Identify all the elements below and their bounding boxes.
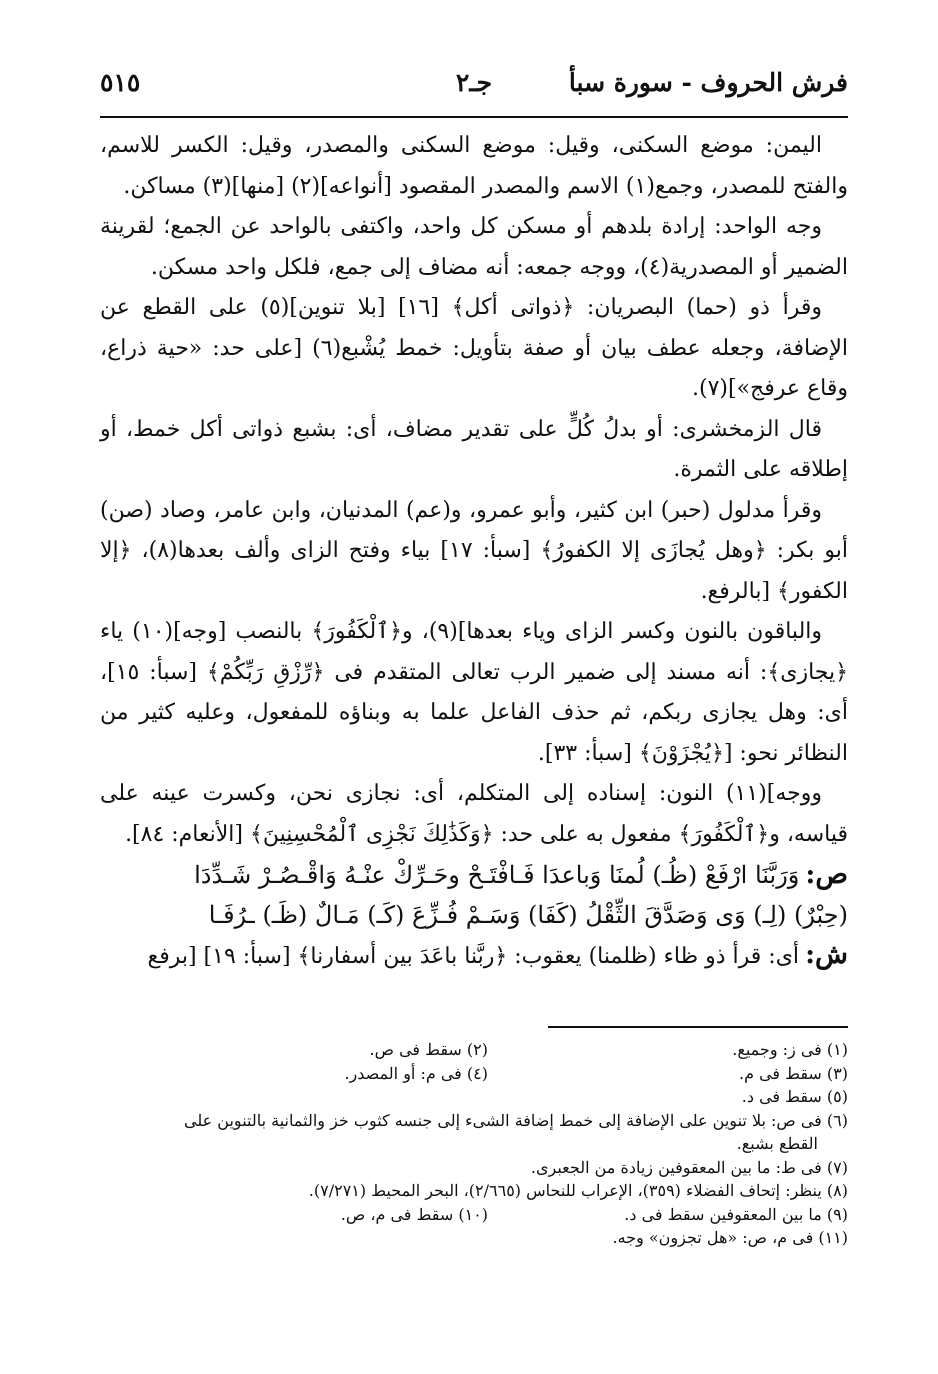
footnote-row bbox=[100, 1038, 848, 1062]
page-number: ٥١٥ bbox=[100, 68, 141, 97]
footnote-row bbox=[100, 1203, 848, 1227]
footnote-3: (٣) سقط فى م. bbox=[738, 1063, 848, 1083]
footnote-6-text: (٦) فى ص: بلا تنوين على الإضافة إلى خمط إضافة الشىء إلى جنسه كثوب خز والثمانية بالتنوين على bbox=[184, 1110, 848, 1130]
verse-lead: ص: bbox=[805, 859, 848, 890]
footnote-7: (٧) فى ط: ما بين المعقوفين زيادة من الجعبرى. bbox=[530, 1157, 848, 1177]
footnote-9: (٩) ما بين المعقوفين سقط فى د. bbox=[624, 1204, 848, 1224]
footnote-8: (٨) ينظر: إتحاف الفضلاء (٣٥٩)، الإعراب للنحاس (٢/٦٦٥)، البحر المحيط (٧/٢٧١). bbox=[308, 1181, 848, 1200]
running-header bbox=[100, 68, 848, 108]
verse-line-2: (حِبْرٌ) (لِـ) وَى وَصَدَّقَ الثِّقْلُ (كَفَا) وَسَـمْ فُـزِّعَ (كَـ) مَـالٌ (ظَـ) ـرُفَـا bbox=[208, 901, 848, 929]
header-rule bbox=[100, 116, 848, 118]
footnote-11: (١١) فى م، ص: «هل تجزون» وجه. bbox=[612, 1228, 848, 1247]
paragraph: وقرأ مدلول (حبر) ابن كثير، وأبو عمرو، و(عم) المدنيان، وابن عامر، وصاد (صن) أبو بكر: ﴿وهل يُجازَى إلا الكفورُ﴾ [سبأ: ١٧] بياء وفتح الزاى وألف بعدها(٨)، ﴿إلا الكفور﴾ [بالرفع. bbox=[100, 497, 848, 604]
paragraph: وجه الواحد: إرادة بلدهم أو مسكن كل واحد، واكتفى بالواحد عن الجمع؛ لقرينة الضمير أو المصدرية(٤)، ووجه جمعه: أنه مضاف إلى جمع، فلكل واحد مسكن. bbox=[100, 214, 848, 280]
sharh-text: أى: قرأ ذو ظاء (ظلمنا) يعقوب: ﴿ربَّنا باعَدَ بين أسفارنا﴾ [سبأ: ١٩] [برفع bbox=[147, 944, 800, 969]
footnotes bbox=[100, 1038, 848, 1250]
footnote-6 bbox=[100, 1109, 848, 1156]
verse-text: وَرَبَّنَا ارْفَعْ (ظُـ) لُمنَا وَباعدَا فَـافْتَـحْ وحَـرِّكْ عنْـهُ وَاقْـصُـرْ شَـدِّدَا bbox=[194, 861, 800, 889]
footnote-1: (١) فى ز: وجميع. bbox=[732, 1040, 848, 1059]
header-title: فرش الحروف - سورة سبأ bbox=[568, 68, 848, 97]
footnote-rule bbox=[548, 1026, 848, 1028]
paragraph: ووجه](١١) النون: إسناده إلى المتكلم، أى: نجازى نحن، وكسرت عينه على قياسه، و﴿ٱلْكَفُورَ﴾ مفعول به على حد: ﴿وَكَذَٰلِكَ نَجْزِى ٱلْمُحْسِنِينَ﴾ [الأنعام: ٨٤]. bbox=[100, 781, 848, 847]
paragraph: والباقون بالنون وكسر الزاى وياء بعدها](٩)، و﴿ٱلْكَفُورَ﴾ بالنصب [وجه](١٠) ياء ﴿يجازى﴾: أنه مسند إلى ضمير الرب تعالى المتقدم فى ﴿رِّزْقِ رَبِّكُمْ﴾ [سبأ: ١٥]، أى: وهل يجازى ربكم، ثم حذف الفاعل علما به وبناؤه للمفعول، وعليه كثير من النظائر نحو: [﴿يُجْزَوْنَ﴾ [سبأ: ٣٣]. bbox=[100, 619, 848, 766]
footnote-row bbox=[100, 1062, 848, 1086]
footnote-10: (١٠) سقط فى م، ص. bbox=[340, 1204, 488, 1224]
sharh-line bbox=[100, 935, 848, 978]
footnote-2: (٢) سقط فى ص. bbox=[369, 1040, 488, 1059]
footnote-4: (٤) فى م: أو المصدر. bbox=[344, 1063, 488, 1083]
paragraph: وقرأ ذو (حما) البصريان: ﴿ذواتى أكل﴾ [١٦] [بلا تنوين](٥) على القطع عن الإضافة، وجعله عطف بيان أو صفة بتأويل: خمط يُشْبع(٦) [على حد: «حية ذراع، وقاع عرفج»](٧). bbox=[100, 295, 849, 401]
footnote-5: (٥) سقط فى د. bbox=[741, 1087, 848, 1106]
paragraph: اليمن: موضع السكنى، وقيل: موضع السكنى والمصدر، وقيل: الكسر للاسم، والفتح للمصدر، وجمع(١) الاسم والمصدر المقصود [أنواعه](٢) [منها](٣) مساكن. bbox=[100, 133, 848, 199]
main-text bbox=[100, 126, 848, 978]
footnote-6-continuation: القطع بشبع. bbox=[736, 1134, 818, 1153]
sharh-lead: ش: bbox=[805, 939, 848, 970]
verse-line-1 bbox=[100, 855, 848, 895]
header-volume: جـ٢ bbox=[455, 68, 493, 97]
paragraph: قال الزمخشرى: أو بدلُ كُلٍّ على تقدير مضاف، أى: بشبع ذواتى أكل خمط، أو إطلاقه على الثمرة. bbox=[100, 416, 848, 482]
